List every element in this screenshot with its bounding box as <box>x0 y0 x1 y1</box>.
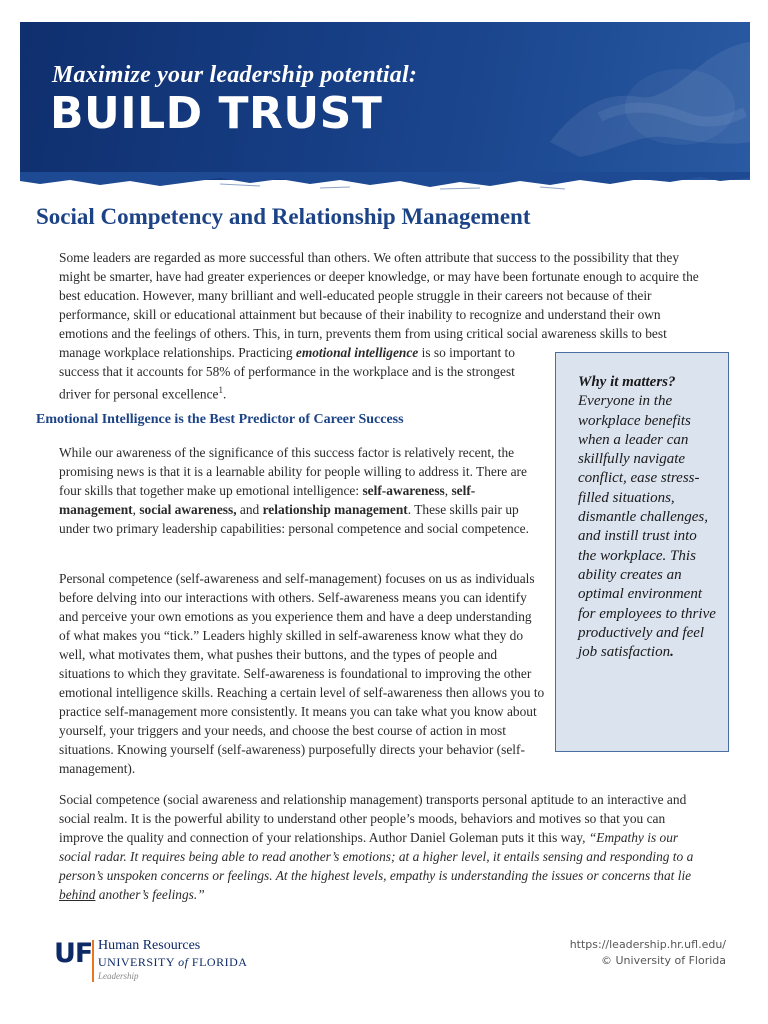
logo-university-of: of <box>178 955 189 969</box>
intro-end: . <box>223 386 227 402</box>
skills-comma-2: , <box>132 502 140 517</box>
skills-text-2: and <box>236 502 263 517</box>
intro-lead-text: manage workplace relationships. Practicing <box>59 345 296 360</box>
why-it-matters-box <box>555 352 729 752</box>
goleman-quote-2: another’s feelings.” <box>95 887 205 902</box>
intro-paragraph-continued <box>59 343 539 403</box>
banner-tagline: Maximize your leadership potential: <box>52 62 418 88</box>
banner-headline: BUILD TRUST <box>50 88 383 139</box>
sidebox-body <box>578 392 718 662</box>
skill-social-awareness: social awareness, <box>139 502 237 517</box>
intro-paragraph: Some leaders are regarded as more successful than others. We often attribute that success to the possibility that they might be smarter, have had greater experiences or deeper knowledge, or may have been fortunate enough to acquire the best education. However, many brilliant and well-educated people struggle in their careers not because of their performance, skill or educational attainment but because of their inability to recognize and understand their own emotions and the feelings of others. This, in turn, prevents them from using critical social awareness skills to best <box>59 250 699 341</box>
goleman-quote-underlined: behind <box>59 887 96 902</box>
torn-paper-edge <box>20 172 750 194</box>
skill-self-awareness: self-awareness <box>362 483 445 498</box>
emotional-intelligence-emphasis: emotional intelligence <box>295 345 419 360</box>
uf-hr-logo <box>54 938 254 988</box>
page-title: Social Competency and Relationship Management <box>36 204 531 229</box>
skills-paragraph <box>59 443 545 538</box>
skills-text-3: . These skills pair up under two primary leadership capabilities: personal competence and social competence. <box>59 502 529 536</box>
handshake-image <box>490 22 750 180</box>
logo-university-name <box>98 955 247 970</box>
intro-tail-text: is so important to success that it accounts for 58% of performance in the workplace and is the strongest driver for personal excellence <box>59 345 515 402</box>
footer-info <box>570 937 726 969</box>
sidebox-end: . <box>670 644 674 661</box>
footnote-marker: 1 <box>218 385 223 395</box>
skills-text-1: While our awareness of the significance of this success factor is relatively recent, the promising news is that it is a learnable ability for people willing to address it. There are four skills that together make up emotional intelligence: <box>59 445 527 498</box>
logo-university-prefix: UNIVERSITY <box>98 955 179 969</box>
goleman-quote-1: “Empathy is our social radar. It requires being able to read another’s emotions; at a higher level, it entails sensing and responding to a person’s unspoken concerns or feelings. At the highest levels, empathy is understanding the issues or concerns that lie <box>59 830 694 883</box>
header-banner <box>20 22 750 180</box>
logo-university-suffix: FLORIDA <box>188 955 248 969</box>
logo-org-name: Human Resources <box>98 938 201 953</box>
logo-unit: Leadership <box>98 971 139 981</box>
uf-logo-mark: UF <box>54 938 93 969</box>
skill-self-management: self-management <box>59 483 476 517</box>
skills-comma-1: , <box>444 483 452 498</box>
logo-divider <box>92 940 94 982</box>
social-text: Social competence (social awareness and relationship management) transports personal aptitude to an interactive and social realm. It is the powerful ability to understand other people’s moods, behaviors and motives so that you can improve the quality and connection of your relationships. Author Daniel Goleman puts it this way, <box>59 792 687 845</box>
personal-competence-paragraph: Personal competence (self-awareness and self-management) focuses on us as individuals before delving into our interactions with others. Self-awareness means you can identify and perceive your own emotions as you experience them and have a deep understanding of what makes you “tick.” Leaders highly skilled in self-awareness know what they do well, what motivates them, what pushes their buttons, and the types of people and situations to which they gravitate. Self-awareness is foundational to improving the other emotional intelligence skills. Reaching a certain level of self-awareness then allows you to practice self-management more consistently. It means you can take what you know about yourself, your triggers and your needs, and choose the best course of action in most situations. Knowing yourself (self-awareness) purposefully directs your behavior (self-management). <box>59 571 545 776</box>
footer-url[interactable]: https://leadership.hr.ufl.edu/ <box>569 938 726 951</box>
sidebox-title: Why it matters? <box>578 374 676 390</box>
social-competence-paragraph <box>59 790 713 904</box>
footer-copyright: © University of Florida <box>601 954 726 967</box>
sidebox-body-text: Everyone in the workplace benefits when a leader can skillfully navigate conflict, ease stress-filled situations, dismantle challenges, and instill trust into the workplace. This ability creates an optimal environment for employees to thrive productively and feel job satisfaction <box>578 393 716 661</box>
skill-relationship-management: relationship management <box>262 502 408 517</box>
section-subheading: Emotional Intelligence is the Best Predictor of Career Success <box>36 412 404 427</box>
